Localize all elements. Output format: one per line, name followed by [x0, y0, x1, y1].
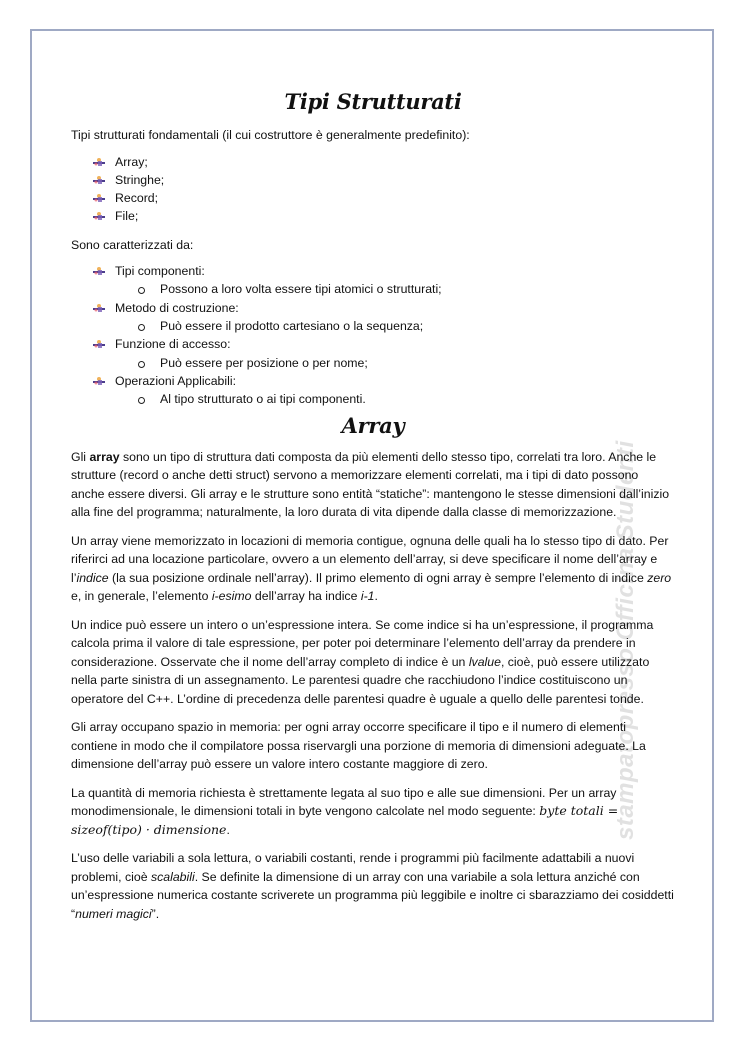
text-run: . — [226, 822, 230, 837]
text-run: La quantità di memoria richiesta è strettamente legata al suo tipo e alle sue dimensioni. Per un array monodimensionale, le dimensioni totali in byte vengono calcolate nel modo seguente: — [71, 785, 617, 819]
italic-term: i-esimo — [211, 589, 252, 604]
document-body — [71, 86, 675, 923]
arrow-bullet-icon — [93, 212, 106, 221]
italic-term: lvalue — [468, 654, 501, 669]
list-item — [93, 299, 675, 317]
italic-term: i-1 — [360, 589, 375, 604]
math-formula: byte totali = sizeof(tipo) · dimensione — [71, 803, 619, 837]
arrow-bullet-icon — [93, 158, 106, 167]
arrow-bullet-icon — [93, 377, 106, 386]
list-item-label: Operazioni Applicabili: — [115, 373, 236, 388]
paragraph-array-index — [71, 616, 675, 709]
sub-list-item-text: Possono a loro volta essere tipi atomici o strutturati; — [160, 282, 442, 297]
text-run: dell’array ha indice — [251, 589, 361, 604]
text-run: . Se definite la dimensione di un array con una variabile a sola lettura anziché con un’espressione numerica costante scriverete un programma più leggibile e inoltre ci sbarazziamo dei cosiddetti “ — [71, 869, 674, 921]
text-run: ”. — [151, 906, 160, 921]
list-item — [93, 171, 675, 189]
text-run: Un array viene memorizzato in locazioni di memoria contigue, ognuna delle quali ha lo stesso tipo di dato. Per riferirci ad una locazione particolare, ovvero a un elemento dell’array, si deve specificare il nome dell’array e l’ — [71, 533, 669, 585]
circle-bullet-icon — [138, 361, 145, 368]
list-item-label: Record; — [115, 191, 159, 206]
text-run: . — [374, 589, 378, 604]
sub-list — [93, 390, 675, 408]
paragraph-array-definition — [71, 448, 675, 522]
sub-list — [93, 317, 675, 335]
sub-list-item-text: Al tipo strutturato o ai tipi componenti. — [160, 392, 366, 407]
section-title-tipi-strutturati: Tipi Strutturati — [284, 89, 462, 114]
list-item — [93, 207, 675, 225]
list-item — [93, 372, 675, 390]
text-run: sono un tipo di struttura dati composta da più elementi dello stesso tipo, correlati tra loro. Anche le strutture (record o anche detti struct) servono a memorizzare elementi correlati, ma i tipi di dato possono anche essere diversi. Gli array e le strutture sono entità “statiche”: mantengono le stesse dimensioni dall’inizio alla fine del programma; naturalmente, la loro durata di vita dipende dalla classe di memorizzazione. — [71, 449, 670, 520]
italic-term: zero — [647, 570, 672, 585]
list-item-label: Metodo di costruzione: — [115, 300, 239, 315]
sub-list-container — [93, 354, 675, 372]
characterized-intro: Sono caratterizzati da: — [71, 237, 194, 252]
text-run: e, in generale, l’elemento — [71, 589, 212, 604]
bold-term: array — [89, 449, 120, 464]
fundamental-types-list — [71, 153, 675, 226]
sub-list — [93, 280, 675, 298]
sub-list-container — [93, 317, 675, 335]
sub-list-item — [138, 317, 675, 335]
arrow-bullet-icon — [93, 176, 106, 185]
arrow-bullet-icon — [93, 340, 106, 349]
list-item — [93, 189, 675, 207]
text-run: , cioè, può essere utilizzato nella parte sinistra di un assegnamento. Le parentesi quadre che racchiudono l’indice costituiscono un operatore del C++. L’ordine di precedenza delle parentesi quadre è uguale a quello delle parentesi tonde. — [71, 654, 650, 706]
text-run: Un indice può essere un intero o un’espressione intera. Se come indice si ha un’espressione, il programma calcola prima il valore di tale espressione, per poter poi determinare l’elemento dell’array da prendere in considerazione. Osservate che il nome dell’array completo di indice è un — [71, 617, 654, 669]
arrow-bullet-icon — [93, 304, 106, 313]
list-item-label: Tipi componenti: — [115, 264, 205, 279]
sub-list-item — [138, 354, 675, 372]
list-item — [93, 335, 675, 353]
list-item — [93, 153, 675, 171]
sub-list-item-text: Può essere per posizione o per nome; — [160, 355, 368, 370]
italic-term: indice — [76, 570, 109, 585]
paragraph-array-memory — [71, 532, 675, 606]
list-item-label: Stringhe; — [115, 172, 165, 187]
list-item-label: Array; — [115, 154, 148, 169]
sub-list-container — [93, 390, 675, 408]
arrow-bullet-icon — [93, 194, 106, 203]
list-item — [93, 262, 675, 280]
paragraph-array-space: Gli array occupano spazio in memoria: per ogni array occorre specificare il tipo e il numero di elementi contiene in modo che il compilatore possa riservargli una porzione di memoria di dimensioni adeguate. La dimensione dell’array può essere un valore intero costante maggiore di zero. — [71, 720, 646, 772]
circle-bullet-icon — [138, 287, 145, 294]
text-run: Gli — [71, 449, 90, 464]
circle-bullet-icon — [138, 324, 145, 331]
text-run: L’uso delle variabili a sola lettura, o variabili costanti, rende i programmi più facilmente adattabili a nuovi problemi, cioè — [71, 851, 635, 884]
circle-bullet-icon — [138, 397, 145, 404]
sub-list-item-text: Può essere il prodotto cartesiano o la sequenza; — [160, 319, 424, 334]
sub-list — [93, 354, 675, 372]
italic-term: numeri magici — [75, 906, 152, 921]
section-title-array: Array — [341, 412, 405, 438]
italic-term: scalabili — [150, 869, 195, 884]
sub-list-container — [93, 280, 675, 298]
watermark: stampatopresso Officina Studenti — [612, 440, 639, 840]
list-item-label: Funzione di accesso: — [115, 337, 231, 352]
text-run: (la sua posizione ordinale nell’array). Il primo elemento di ogni array è sempre l’elemento di indice — [108, 570, 648, 585]
characteristics-list — [71, 262, 675, 408]
list-item-label: File; — [115, 209, 139, 224]
paragraph-array-constants — [71, 849, 675, 923]
paragraph-array-size — [71, 784, 675, 840]
sub-list-item — [138, 390, 675, 408]
sub-list-item — [138, 280, 675, 298]
tipi-intro: Tipi strutturati fondamentali (il cui costruttore è generalmente predefinito): — [71, 128, 470, 142]
arrow-bullet-icon — [93, 267, 106, 276]
